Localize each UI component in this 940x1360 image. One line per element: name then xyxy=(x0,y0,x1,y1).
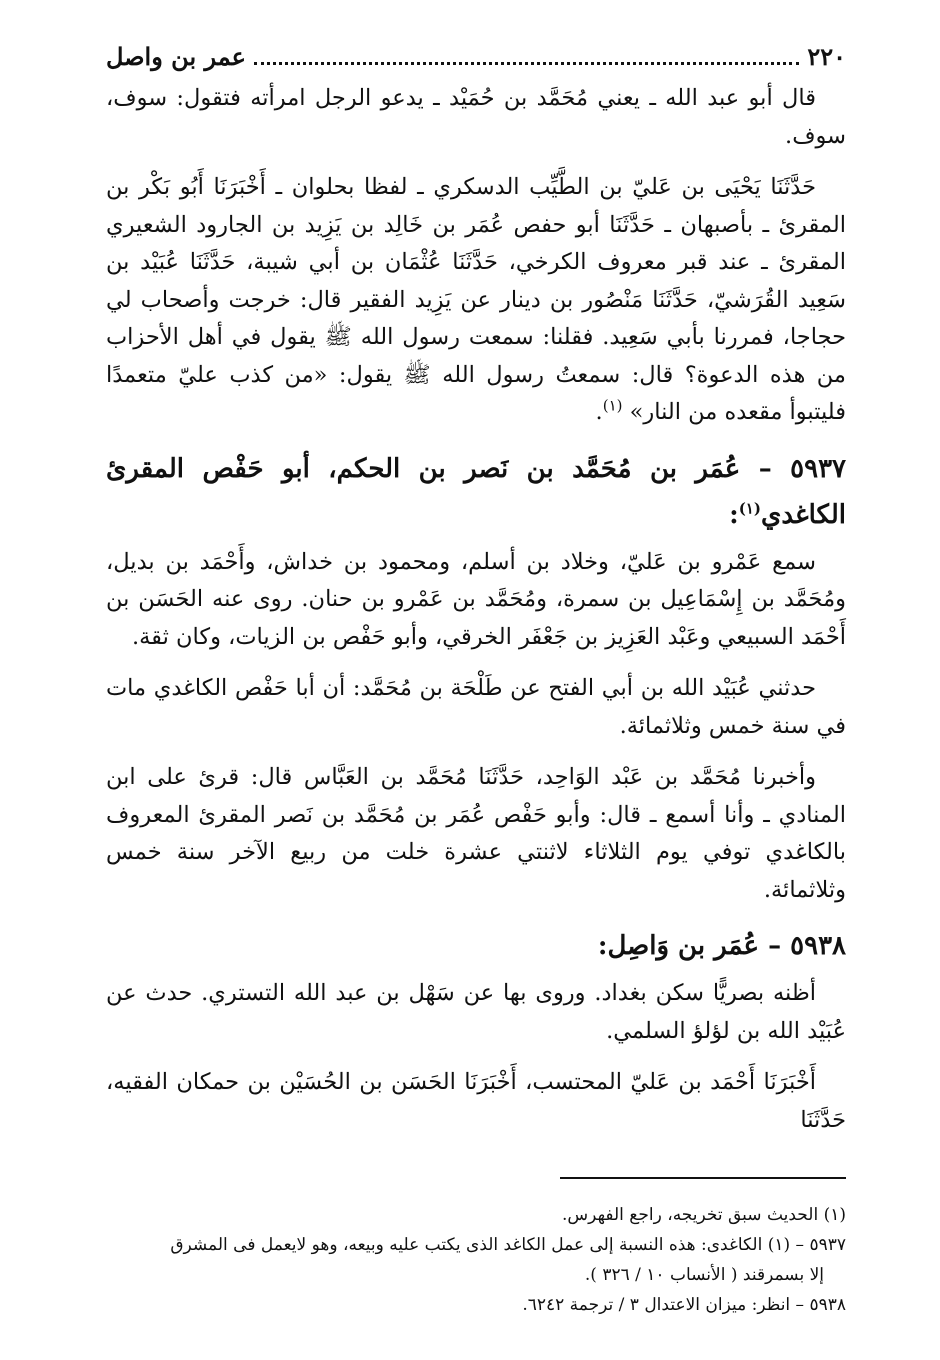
paragraph: حدثني عُبَيْد الله بن أبي الفتح عن طَلْحَة بن مُحَمَّد: أن أبا حَفْص الكاغدي مات في سنة خمس وثلاثمائة. xyxy=(106,675,846,739)
entry-heading-text: ٥٩٣٧ – عُمَر بن مُحَمَّد بن نَصر بن الحكم، أبو حَفْص المقرئ الكاغدي xyxy=(106,453,846,530)
paragraph: سمع عَمْرو بن عَليّ، وخلاد بن أسلم، ومحمود بن خداش، وأَحْمَد بن بديل، ومُحَمَّد بن إِسْمَاعِيل بن سمرة، ومُحَمَّد بن عَمْرو بن حنان. روى عنه الحَسَن بن أَحْمَد السبيعي وعَبْد العَزِيز بن جَعْفَر الخرقي، وأبو حَفْص بن الزيات، وكان ثقة. xyxy=(106,548,846,650)
footnote: (١) الحديث سبق تخريجه، راجع الفهرس. xyxy=(562,1205,846,1225)
hadith-paragraph: حَدَّثَنَا يَحْيَى بن عَليّ بن الطَّيِّب الدسكري ـ لفظا بحلوان ـ أَخْبَرَنَا أَبُو بَكْر بن المقرئ ـ بأصبهان ـ حَدَّثَنَا أبو حفص عُمَر بن خَالِد بن يَزِيد بن الجارود الشعيري المقرئ ـ عند قبر معروف الكرخي، حَدَّثَنَا عُثْمَان بن أبي شيبة، حَدَّثَنَا عُبَيْد بن سَعِيد القُرَشيّ، حَدَّثَنَا مَنْصُور بن دينار عن يَزِيد الفقير قال: خرجت وأصحاب لي حجاجا، فمررنا بأبي سَعِيد. فقلنا: سمعت رسول الله ﷺ يقول في أهل الأحزاب من هذه الدعوة؟ قال: سمعتُ رسول الله ﷺ يقول: «من كذب عليّ متعمدًا فليتبوأ مقعده من النار» $^{(١)}$. xyxy=(106,174,846,425)
footnote-divider xyxy=(560,1177,846,1179)
main-text xyxy=(106,80,846,1139)
paragraph: أظنه بصريًّا سكن بغداد. وروى بها عن سَهْل بن عبد الله التستري. حدث عن عُبَيْد الله بن لؤلؤ السلمي. xyxy=(106,980,846,1044)
page-number: ٢٢٠ xyxy=(807,41,846,71)
footnote-continuation: إلا بسمرقند ( الأنساب ١٠ / ٣٢٦ ). xyxy=(584,1265,824,1285)
entry-heading xyxy=(106,446,846,538)
footnote: ٥٩٣٨ – انظر: ميزان الاعتدال ٣ / ترجمة ٦٢٤٢. xyxy=(522,1295,846,1315)
paragraph: أَخْبَرَنَا أَحْمَد بن عَليّ المحتسب، أَخْبَرَنَا الحَسَن بن الحُسَيْن بن حمكان الفقيه، حَدَّثَنَا xyxy=(106,1069,846,1133)
footnote-marker: (١) xyxy=(602,396,623,415)
paragraph: وأخبرنا مُحَمَّد بن عَبْد الوَاحِد، حَدَّثَنَا مُحَمَّد بن العَبَّاس قال: قرئ على ابن المنادي ـ وأنا أسمع ـ قال: وأبو حَفْص عُمَر بن مُحَمَّد بن نَصر المقرئ المعروف بالكاغدي توفي يوم الثلاثاء لاثنتي عشرة خلت من ربيع الآخر سنة خمس وثلاثمائة. xyxy=(106,764,846,903)
page-header xyxy=(106,36,846,76)
dotted-leader xyxy=(254,48,799,65)
footnote: ٥٩٣٧ – (١) الكاغدى: هذه النسبة إلى عمل الكاغد الذى يكتب عليه وبيعه، وهو لايعمل فى المشرق xyxy=(170,1235,846,1255)
heading-colon: : xyxy=(729,499,739,530)
paragraph-text: حَدَّثَنَا يَحْيَى بن عَليّ بن الطَّيِّب الدسكري ـ لفظا بحلوان ـ أَخْبَرَنَا أَبُو بَكْر بن المقرئ ـ بأصبهان ـ حَدَّثَنَا أبو حفص عُمَر بن خَالِد بن يَزِيد بن الجارود الشعيري المقرئ ـ عند قبر معروف الكرخي، حَدَّثَنَا عُثْمَان بن أبي شيبة، حَدَّثَنَا عُبَيْد بن سَعِيد القُرَشيّ، حَدَّثَنَا مَنْصُور بن دينار عن يَزِيد الفقير قال: خرجت وأصحاب لي حجاجا، فمررنا بأبي سَعِيد. فقلنا: سمعت رسول الله ﷺ يقول في أهل الأحزاب من هذه الدعوة؟ قال: سمعتُ رسول الله ﷺ يقول: «من كذب عليّ متعمدًا فليتبوأ مقعده من النار» xyxy=(106,174,846,425)
paragraph: قال أبو عبد الله ـ يعني مُحَمَّد بن حُمَيْد ـ يدعو الرجل امرأته فتقول: سوف، سوف. xyxy=(106,85,846,149)
entry-heading: ٥٩٣٨ – عُمَر بن وَاصِل: xyxy=(597,931,846,961)
running-title: عمر بن واصل xyxy=(106,41,246,71)
footnotes xyxy=(106,1200,846,1320)
footnote-marker: (١) xyxy=(738,498,761,517)
